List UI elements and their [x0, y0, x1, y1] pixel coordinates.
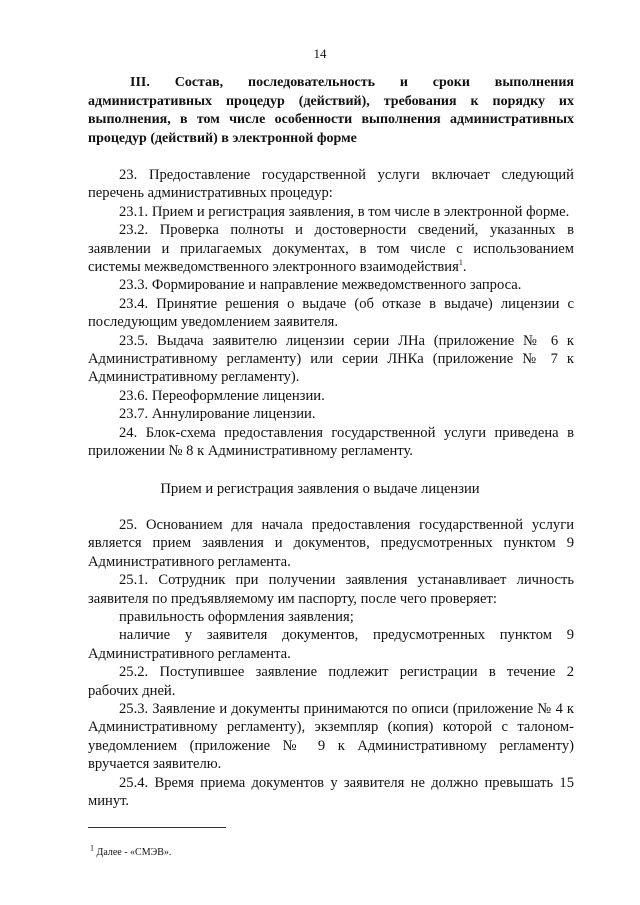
paragraph-23-1: 23.1. Прием и регистрация заявления, в том числе в электронной форме. [119, 203, 570, 220]
footnote-text: Далее - «СМЭВ». [96, 847, 172, 858]
list-item-check-documents: наличие у заявителя документов, предусмотренных пунктом 9 Административного регламента. [88, 627, 574, 662]
footnote [90, 843, 172, 858]
subsection-heading: Прием и регистрация заявления о выдаче лицензии [160, 481, 480, 497]
paragraph-25-3: 25.3. Заявление и документы принимаются по описи (приложение № 4 к Административному регламенту), экземпляр (копия) которой с талоном-уведомлением (приложение № 9 к Административному регламенту) вручается заявителю. [88, 701, 574, 773]
paragraph-23-6: 23.6. Переоформление лицензии. [119, 387, 325, 404]
section-heading [88, 74, 574, 148]
page-number: 14 [313, 46, 327, 61]
paragraph-23-2: 23.2. Проверка полноты и достоверности сведений, указанных в заявлении и прилагаемых документах, в том числе с использованием системы межведомственного электронного взаимодействия$^1$. [88, 222, 574, 276]
paragraph-23-3: 23.3. Формирование и направление межведомственного запроса. [119, 277, 522, 294]
paragraph-25-1: 25.1. Сотрудник при получении заявления устанавливает личность заявителя по предъявляемому им паспорту, после чего проверяет: [88, 572, 574, 607]
paragraph-25: 25. Основанием для начала предоставления государственной услуги является прием заявления и документов, предусмотренных пунктом 9 Административного регламента. [88, 517, 574, 570]
paragraph-23-4: 23.4. Принятие решения о выдаче (об отказе в выдаче) лицензии с последующим уведомлением заявителя. [88, 295, 574, 331]
paragraph-23-7: 23.7. Аннулирование лицензии. [119, 406, 316, 423]
paragraph-23: 23. Предоставление государственной услуги включает следующий перечень административных процедур: [88, 167, 574, 202]
paragraph-23-5: 23.5. Выдача заявителю лицензии серии ЛНа (приложение № 6 к Административному регламенту) или серии ЛНКа (приложение № 7 к Административному регламенту). [88, 332, 574, 386]
list-item-check-form: правильность оформления заявления; [119, 609, 354, 626]
paragraph-23-2-text: 23.2. Проверка полноты и достоверности сведений, указанных в заявлении и прилагаемых документах, в том числе с использованием системы межведомственного электронного взаимодействия [88, 222, 574, 276]
paragraph-25-4: 25.4. Время приема документов у заявителя не должно превышать 15 минут. [88, 774, 574, 810]
footnote-divider [88, 827, 226, 828]
paragraph-24: 24. Блок-схема предоставления государственной услуги приведена в приложении № 8 к Административному регламенту. [88, 424, 574, 460]
paragraph-25-2: 25.2. Поступившее заявление подлежит регистрации в течение 2 рабочих дней. [88, 664, 574, 699]
paragraph-group-procedures [88, 166, 574, 461]
footnote-marker: 1 [90, 843, 94, 853]
section-heading-text: III. Состав, последовательность и сроки выполнения административных процедур (действий), требования к порядку их выполнения, в том числе особенности выполнения административных процедур (действий) в электронной форме [88, 75, 574, 146]
paragraph-group-registration [88, 516, 574, 811]
footnote-ref: 1 [458, 258, 463, 268]
